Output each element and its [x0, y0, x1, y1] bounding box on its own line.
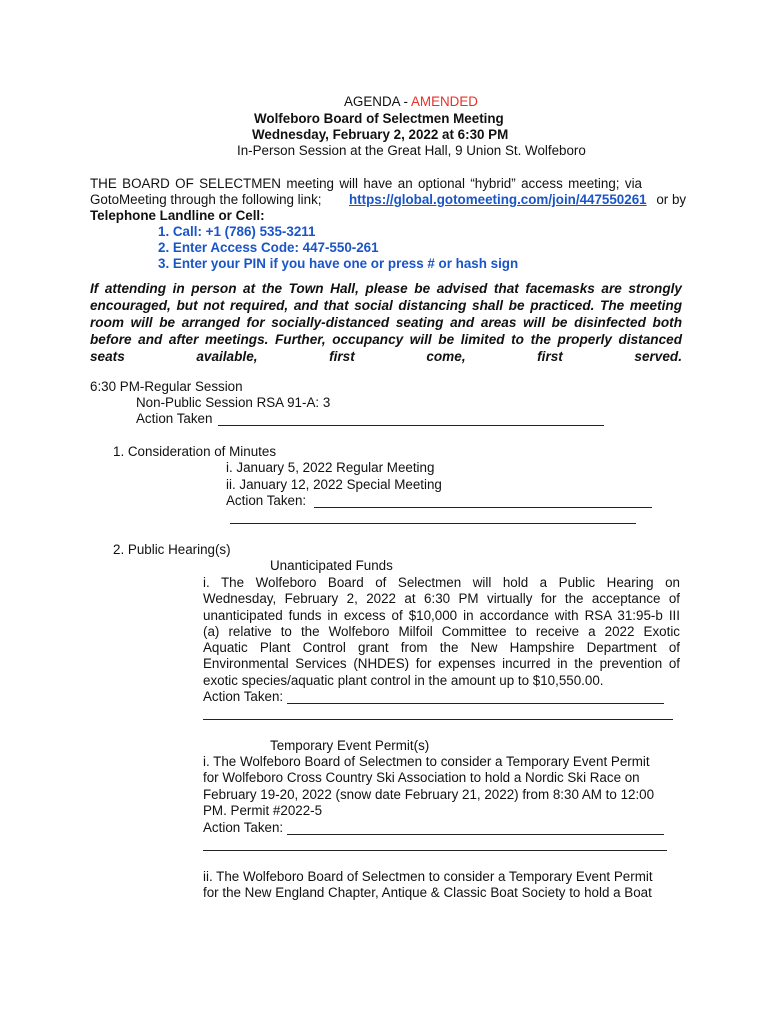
item1-heading: 1. Consideration of Minutes — [113, 444, 277, 459]
nonpublic-session: Non-Public Session RSA 91-A: 3 — [136, 395, 331, 410]
intro-line-1: THE BOARD OF SELECTMEN meeting will have an optional “hybrid” access meeting; via — [90, 176, 642, 191]
item3-subheading: Temporary Event Permit(s) — [270, 738, 430, 753]
session-action-label: Action Taken — [136, 411, 213, 426]
item1-action-line-2 — [230, 523, 636, 524]
session-heading: 6:30 PM-Regular Session — [90, 379, 243, 394]
meeting-title: Wolfeboro Board of Selectmen Meeting — [254, 111, 504, 126]
amended-label: AMENDED — [410, 94, 478, 109]
meeting-date: Wednesday, February 2, 2022 at 6:30 PM — [252, 127, 509, 142]
in-person-notice: If attending in person at the Town Hall, please be advised that facemasks are strongly encouraged, but not required, and that social distancing shall be practiced. The meeting room will be arranged for socially-distanced seating and areas will be disinfected both before and after meetings. Further, occupancy will be limited to the properly distanced seats available, first come, first served. — [90, 281, 682, 364]
item3-action-label: Action Taken: — [203, 820, 284, 835]
item2-subheading: Unanticipated Funds — [270, 558, 393, 573]
session-action-line — [218, 425, 604, 426]
item1-action-label: Action Taken: — [226, 493, 307, 508]
item1-action-line-1 — [314, 507, 652, 508]
permit2-text: ii. The Wolfeboro Board of Selectmen to consider a Temporary Event Permit for the New England Chapter, Antique & Classic Boat Society to hold a Boat — [203, 869, 653, 901]
agenda-prefix: AGENDA - — [344, 94, 411, 109]
item1-minutes-2: ii. January 12, 2022 Special Meeting — [226, 477, 442, 492]
item2-action-line-1 — [287, 703, 664, 704]
meeting-location: In-Person Session at the Great Hall, 9 Union St. Wolfeboro — [237, 143, 586, 158]
dial-step-1: 1. Call: +1 (786) 535-3211 — [158, 224, 316, 239]
gotomeeting-link[interactable]: https://global.gotomeeting.com/join/447550261 — [348, 192, 647, 207]
item2-hearing-text: i. The Wolfeboro Board of Selectmen will hold a Public Hearing on Wednesday, February 2, 2022 at 6:30 PM virtually for the acceptance of unanticipated funds in excess of $10,000 in accordance with RSA 31:95-b III (a) relative to the Wolfeboro Milfoil Committee to receive a 2022 Exotic Aquatic Plant Control grant from the New Hampshire Department of Environmental Services (NHDES) for expenses incurred in the prevention of exotic species/aquatic plant control in the amount up to $10,550.00. — [203, 575, 680, 688]
dial-step-2: 2. Enter Access Code: 447-550-261 — [158, 240, 379, 255]
phone-label: Telephone Landline or Cell: — [90, 208, 265, 223]
agenda-heading — [344, 94, 478, 110]
item2-action-line-2 — [203, 719, 673, 720]
dial-step-3: 3. Enter your PIN if you have one or press # or hash sign — [158, 256, 519, 271]
item2-action-label: Action Taken: — [203, 689, 284, 704]
intro-line-2-suffix: or by — [656, 192, 687, 207]
item2-heading: 2. Public Hearing(s) — [113, 542, 231, 557]
item3-action-line-1 — [287, 834, 664, 835]
item1-minutes-1: i. January 5, 2022 Regular Meeting — [226, 460, 435, 475]
permit1-text: i. The Wolfeboro Board of Selectmen to consider a Temporary Event Permit for Wolfeboro Cross Country Ski Association to hold a Nordic Ski Race on February 19-20, 2022 (snow date February 21, 2022) from 8:30 AM to 12:00 PM. Permit #2022-5 — [203, 754, 655, 818]
intro-line-2-prefix: GotoMeeting through the following link; — [90, 192, 322, 207]
intro-line-2 — [90, 192, 686, 208]
item3-action-line-2 — [203, 850, 667, 851]
